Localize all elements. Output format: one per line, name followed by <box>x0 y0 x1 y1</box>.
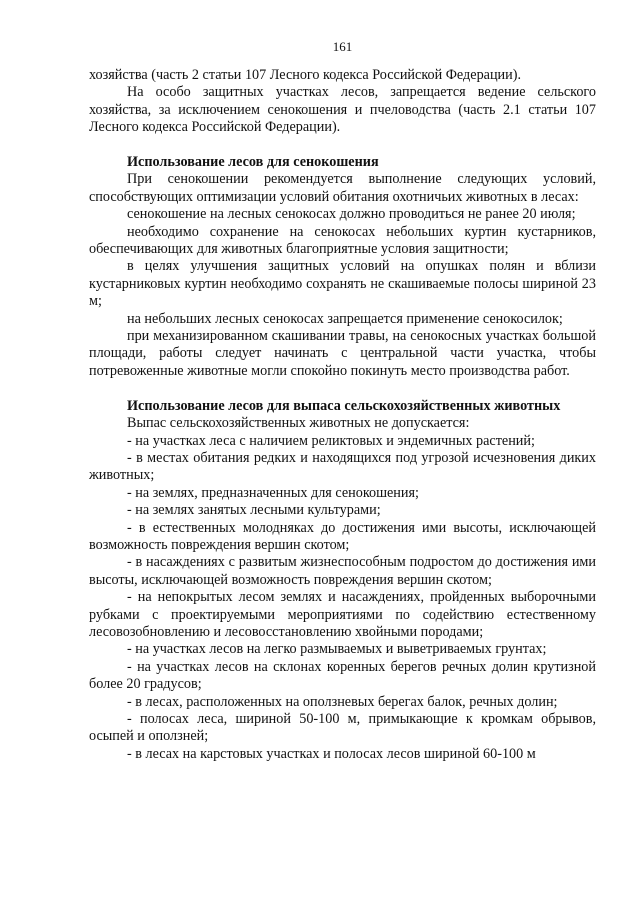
paragraph: - в лесах на карстовых участках и полосах лесов шириной 60-100 м <box>127 745 536 762</box>
paragraph: - на участках лесов на легко размываемых и выветриваемых грунтах; <box>127 641 547 658</box>
paragraph: - на участках лесов на склонах коренных берегов речных долин крутизной более 20 градусов; <box>89 658 596 693</box>
paragraph: На особо защитных участках лесов, запрещается ведение сельского хозяйства, за исключением сенокошения и пчеловодства (часть 2.1 статьи 107 Лесного кодекса Российской Федерации). <box>89 84 596 136</box>
paragraph: - в местах обитания редких и находящихся под угрозой исчезновения диких животных; <box>89 449 596 484</box>
paragraph: Выпас сельскохозяйственных животных не допускается: <box>127 415 470 432</box>
section-spacer <box>89 137 596 154</box>
paragraph: - в естественных молодняках до достижения ими высоты, исключающей возможность повреждения вершин скотом; <box>89 519 596 553</box>
paragraph: при механизированном скашивании травы, на сенокосных участках большой площади, работы следует начинать с центральной части участка, чтобы потревоженные животные могли спокойно покинуть место производства работ. <box>89 328 596 379</box>
paragraph: - в насаждениях с развитым жизнеспособным подростом до достижения ими высоты, исключающей возможность повреждения вершин скотом; <box>89 554 596 588</box>
section-spacer <box>89 380 596 397</box>
paragraph: хозяйства (часть 2 статьи 107 Лесного кодекса Российской Федерации). <box>89 67 522 83</box>
paragraph: сенокошение на лесных сенокосах должно проводиться не ранее 20 июля; <box>127 206 576 223</box>
paragraph: - на землях, предназначенных для сенокошения; <box>127 484 419 501</box>
page-number: 161 <box>332 39 353 54</box>
paragraph: - на непокрытых лесом землях и насаждениях, пройденных выборочными рубками с проектируемыми мероприятиями по содействию естественному лесовозобновлению и лесовосстановлению хвойными породами; <box>89 589 596 640</box>
document-body <box>89 67 596 763</box>
paragraph: - в лесах, расположенных на оползневых берегах балок, речных долин; <box>127 693 558 710</box>
paragraph: - на участках леса с наличием реликтовых и эндемичных растений; <box>127 432 535 449</box>
paragraph: на небольших лесных сенокосах запрещается применение сенокосилок; <box>127 310 563 327</box>
paragraph: - на землях занятых лесными культурами; <box>127 502 381 519</box>
section-heading: Использование лесов для выпаса сельскохозяйственных животных <box>127 397 561 414</box>
paragraph: необходимо сохранение на сенокосах небольших куртин кустарников, обеспечивающих для животных благоприятные условия защитности; <box>89 223 596 258</box>
paragraph: в целях улучшения защитных условий на опушках полян и вблизи кустарниковых куртин необходимо сохранять не скашиваемые полосы шириной 23 м; <box>89 258 596 310</box>
paragraph: При сенокошении рекомендуется выполнение следующих условий, способствующих оптимизации условий обитания охотничьих животных в лесах: <box>89 171 596 205</box>
paragraph: - полосах леса, шириной 50-100 м, примыкающие к кромкам обрывов, осыпей и оползней; <box>89 711 596 745</box>
section-heading: Использование лесов для сенокошения <box>127 154 379 171</box>
